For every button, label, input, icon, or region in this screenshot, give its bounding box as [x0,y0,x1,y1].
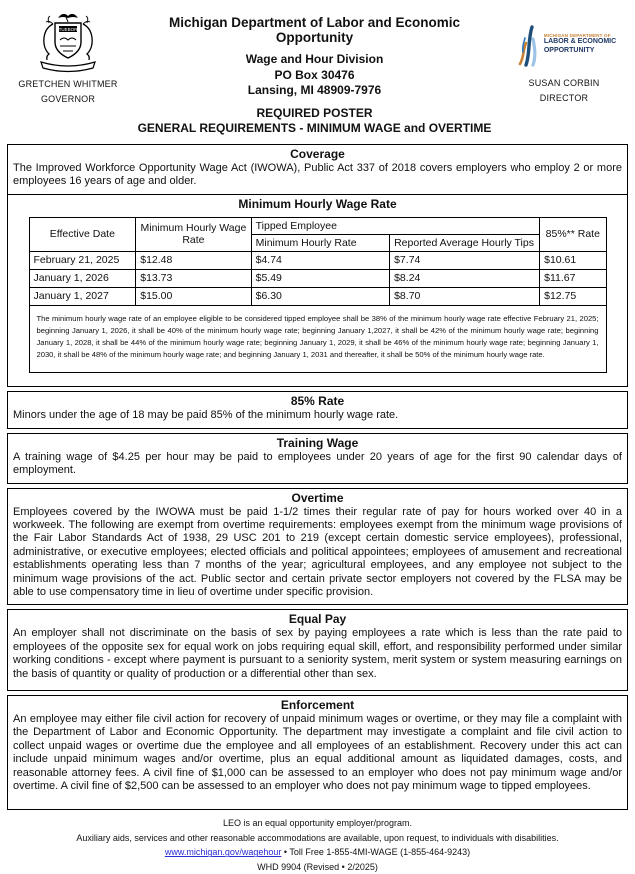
minimum-wage-title: Minimum Hourly Wage Rate [238,196,397,211]
cell-effective-date: January 1, 2026 [29,269,136,287]
required-poster-label: REQUIRED POSTER [256,105,373,120]
leo-department-logo [500,22,628,66]
cell-85-rate: $12.75 [540,287,606,305]
cell-min-wage: $12.48 [136,251,251,269]
city-line: Lansing, MI 48909-7976 [247,83,382,98]
table-row [29,287,606,305]
governor-block [7,6,129,137]
cell-min-wage: $13.73 [136,269,251,287]
footer-accommodations-line: Auxiliary aids, services and other reasonable accommodations are available, upon request, to individuals with disabilities. [76,832,559,843]
wage-rate-table [29,217,607,374]
coverage-body: The Improved Workforce Opportunity Wage Act (IWOWA), Public Act 337 of 2018 covers employers who employ 2 or more employees 16 years of age and older. [13,161,622,188]
cell-tips-avg: $8.24 [390,269,540,287]
cell-effective-date: February 21, 2025 [29,251,136,269]
leo-logo-text [544,33,616,54]
table-row [29,251,606,269]
cell-tips-avg: $7.74 [390,251,540,269]
po-box-line: PO Box 30476 [274,67,355,82]
director-block [500,6,628,137]
training-wage-title: Training Wage [276,435,359,450]
overtime-body: Employees covered by the IWOWA must be paid 1-1/2 times their regular rate of pay for hours worked over 40 in a workweek. The following are exempt from overtime requirements: employees exempt from the minimum wage provisions of the Fair Labor Standards Act of 1938, 29 USC 201 to 219 (except certain domestic service employees), professional, administrative, or executive employees; elected officials and political appointees; employees of amusement and recreational establishments operating less than 7 months of the year; agricultural employees, and any employee not subject to the minimum wage provisions of the act. Public sector and certain private sector employers not covered by the FLSA may be able to use compensatory time in lieu of overtime under specific provision. [13,505,622,598]
department-title: Michigan Department of Labor and Economic Opportunity [168,15,461,45]
table-row [29,269,606,287]
tipped-rate-footnote: The minimum hourly wage rate of an employee eligible to be considered tipped employee shall be 38% of the minimum hourly wage rate effective February 21, 2025; beginning January 1, 2026, it shall be 40% of the minimum hourly wage rate; beginning January 1,2027, it shall be 42% of the minimum hourly wage rate; beginning January 1, 2028, it shall be 44% of the minimum hourly wage rate; beginning January 1, 2029, it shall be 46% of the minimum hourly wage rate; beginning January 1, 2030, it shall be 48% of the minimum hourly wage rate; and beginning January 1, 2031 and thereafter, it shall be 50% of the minimum hourly wage rate. [29,305,606,373]
cell-tipped-min: $5.49 [251,269,389,287]
leo-flame-icon [512,22,542,66]
header-tipped-min-rate: Minimum Hourly Rate [251,234,389,251]
header-effective-date: Effective Date [29,217,136,251]
poster-subject-label: GENERAL REQUIREMENTS - MINIMUM WAGE and OVERTIME [137,121,492,136]
cell-min-wage: $15.00 [136,287,251,305]
equal-pay-body: An employer shall not discriminate on the basis of sex by paying employees a rate which is less than the rate paid to employees of the opposite sex for equal work on jobs requiring equal skill, effort, and responsibility performed under similar working conditions - except where payment is pursuant to a seniority system, merit system or system measuring earnings on the basis of quantity or quality of production or a differential other than sex. [13,627,622,680]
leo-logo-line1: MICHIGAN DEPARTMENT OF [543,33,611,39]
leo-logo-line2: LABOR & ECONOMIC [543,38,617,46]
michigan-coat-of-arms-icon [7,9,129,77]
cell-tipped-min: $4.74 [251,251,389,269]
section-85-rate [7,391,628,428]
coverage-title: Coverage [290,146,345,161]
leo-logo-line3: OPPORTUNITY [543,46,595,54]
cell-85-rate: $11.67 [540,269,606,287]
training-wage-body: A training wage of $4.25 per hour may be paid to employees under 20 years of age for the first 90 calendar days of employment. [13,450,622,477]
governor-title: GOVERNOR [40,94,96,105]
85-rate-title: 85% Rate [290,394,345,409]
wagehour-link[interactable]: www.michigan.gov/wagehour [164,847,282,858]
footer-form-number: WHD 9904 (Revised • 2/2025) [257,861,378,872]
section-training-wage [7,433,628,484]
cell-tipped-min: $6.30 [251,287,389,305]
enforcement-body: An employee may either file civil action for recovery of unpaid minimum wages or overtime, or they may file a complaint with the Department of Labor and Economic Opportunity. The department may investigate a complaint and file civil action to collect unpaid wages or overtime due the employee and all employees of an establishment. Recovery under this act can include unpaid minimum wages and/or overtime, plus an equal additional amount as liquidated damages, costs, and reasonable attorney fees. A civil fine of $1,000 can be assessed to an employer who does not pay minimum wage and/or overtime. A civil fine of $2,500 can be assessed to an employer who does not pay minimum wage to tipped employees. [13,713,622,793]
equal-pay-title: Equal Pay [288,612,347,627]
section-enforcement [7,695,628,810]
header-reported-avg-tips: Reported Average Hourly Tips [390,234,540,251]
section-minimum-wage [7,195,628,388]
poster-header [7,6,628,137]
director-title: DIRECTOR [539,93,589,104]
footer-tollfree-text: • Toll Free 1-855-4MI-WAGE (1-855-464-9243) [283,847,471,858]
section-equal-pay [7,609,628,691]
cell-effective-date: January 1, 2027 [29,287,136,305]
enforcement-title: Enforcement [280,698,355,713]
85-rate-body: Minors under the age of 18 may be paid 85% of the minimum hourly wage rate. [13,409,399,422]
section-coverage [7,144,628,195]
header-titles [129,6,500,137]
section-overtime [7,488,628,606]
division-line: Wage and Hour Division [245,52,384,66]
footer-eo-line: LEO is an equal opportunity employer/program. [222,818,413,829]
director-name: SUSAN CORBIN [528,78,600,88]
cell-tips-avg: $8.70 [390,287,540,305]
poster-footer [7,816,628,874]
cell-85-rate: $10.61 [540,251,606,269]
governor-name: GRETCHEN WHITMER [18,79,118,89]
table-footnote-row [29,305,606,373]
overtime-title: Overtime [291,490,344,505]
header-tipped-employee: Tipped Employee [251,217,539,234]
footer-contact-line [7,845,628,859]
header-85-rate: 85%** Rate [540,217,606,251]
table-header-row-1 [29,217,606,234]
header-min-wage: Minimum Hourly Wage Rate [136,217,251,251]
svg-text:TUEBOR: TUEBOR [58,27,78,32]
